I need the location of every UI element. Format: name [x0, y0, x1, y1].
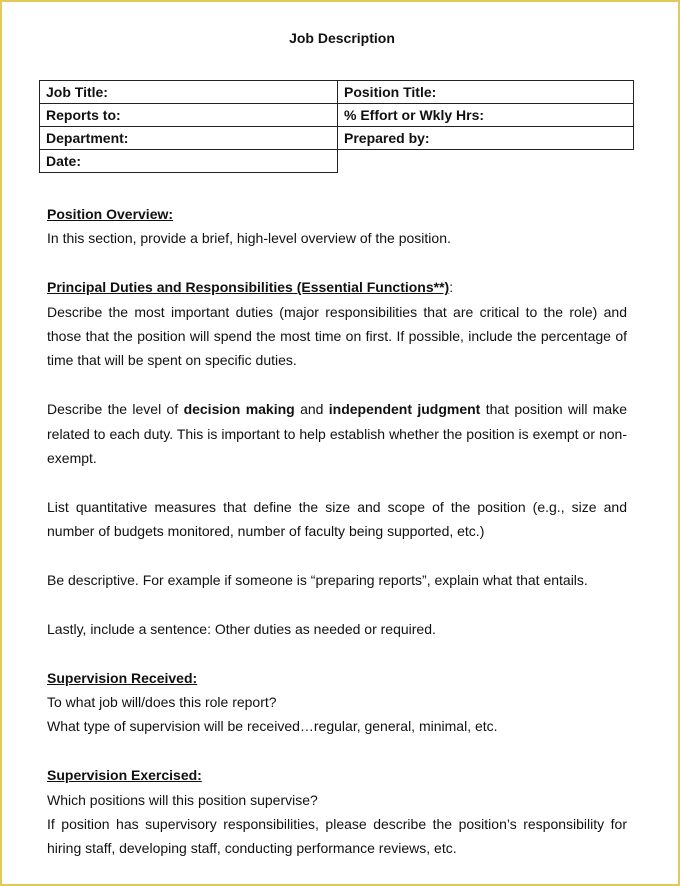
effort-cell[interactable]: % Effort or Wkly Hrs: [338, 104, 634, 127]
position-overview-heading: Position Overview: [47, 206, 174, 222]
table-row [40, 127, 634, 150]
document-body [47, 202, 627, 885]
position-title-cell[interactable]: Position Title: [338, 81, 634, 104]
paragraph-text: Describe the level of [47, 401, 184, 418]
document-title: Job Description [289, 30, 395, 46]
reports-to-cell[interactable]: Reports to: [40, 104, 338, 127]
supervision-exercised-line-1: Which positions will this position supervise? [47, 791, 318, 808]
paragraph-text: that position will make related to each duty. This is important to help establish whether the position is exempt or non-exempt. [47, 401, 628, 467]
principal-duties-paragraph-2 [47, 397, 627, 470]
supervision-received-heading: Supervision Received: [47, 669, 198, 686]
principal-duties-paragraph-5: Lastly, include a sentence: Other duties as needed or required. [47, 620, 436, 637]
supervision-exercised-heading: Supervision Exercised: [47, 767, 202, 784]
date-cell[interactable]: Date: [40, 150, 338, 173]
table-row [40, 81, 634, 104]
paragraph-text: and [294, 401, 329, 418]
department-cell[interactable]: Department: [40, 127, 338, 150]
principal-duties-heading-line [47, 275, 627, 299]
job-info-table [39, 80, 634, 173]
prepared-by-cell[interactable]: Prepared by: [338, 127, 634, 150]
principal-duties-paragraph-3: List quantitative measures that define the size and scope of the position (e.g., size and number of budgets monitored, number of faculty being supported, etc.) [47, 498, 627, 540]
emphasis-independent-judgment: independent judgment [328, 401, 481, 418]
table-row [40, 150, 634, 173]
emphasis-decision-making: decision making [183, 401, 295, 418]
supervision-exercised-line-2: If position has supervisory responsibilities, please describe the position’s responsibility for hiring staff, developing staff, conducting performance reviews, etc. [47, 816, 627, 857]
empty-cell [338, 150, 634, 173]
principal-duties-heading-colon: : [449, 279, 454, 296]
position-overview-text: In this section, provide a brief, high-level overview of the position. [47, 230, 451, 247]
supervision-received-line-1: To what job will/does this role report? [47, 694, 277, 711]
principal-duties-heading: Principal Duties and Responsibilities (Essential Functions**) [47, 279, 450, 296]
job-title-cell[interactable]: Job Title: [40, 81, 338, 104]
supervision-received-line-2: What type of supervision will be received…regular, general, minimal, etc. [47, 718, 498, 735]
principal-duties-paragraph-4: Be descriptive. For example if someone is “preparing reports”, explain what that entails. [47, 572, 588, 589]
principal-duties-paragraph-1: Describe the most important duties (major responsibilities that are critical to the role) and those that the position will spend the most time on first. If possible, include the percentage of time that will be spent on specific duties. [47, 303, 627, 369]
table-row [40, 104, 634, 127]
